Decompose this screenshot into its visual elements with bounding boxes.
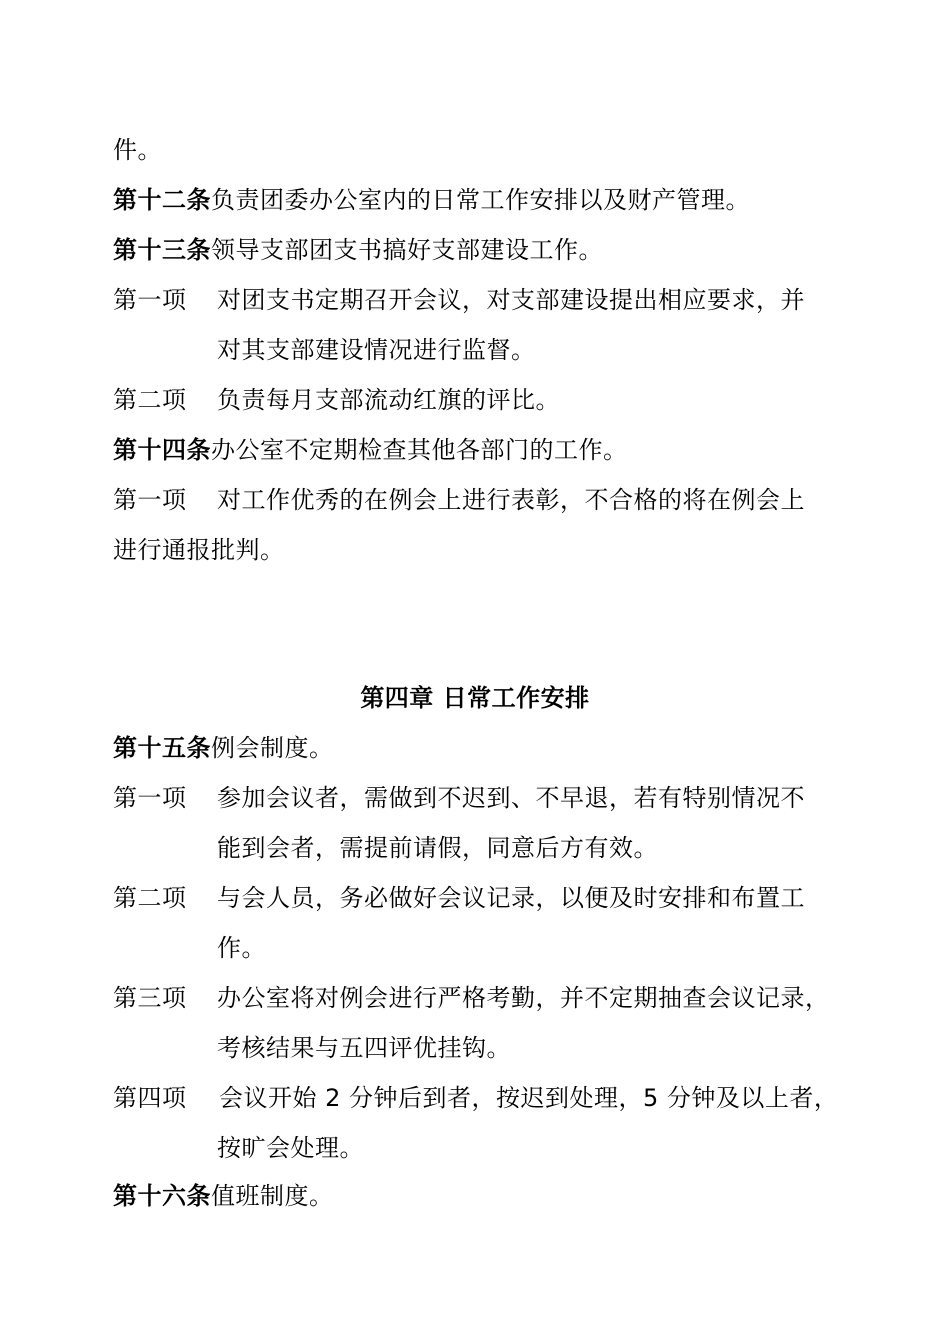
article-heading: 第十二条 [113,186,211,214]
article-heading: 第十五条 [113,734,211,762]
item-text: 会议开始 2 分钟后到者，按迟到处理，5 分钟及以上者， [219,1084,839,1112]
item-text: 办公室将对例会进行严格考勤，并不定期抽查会议记录， [217,984,830,1012]
article-text: 例会制度。 [211,734,334,762]
item-text-continued: 能到会者，需提前请假，同意后方有效。 [217,834,658,862]
item-label: 第三项 [113,984,187,1012]
item-label: 第一项 [113,286,187,314]
item-text: 对工作优秀的在例会上进行表彰，不合格的将在例会上 [217,486,805,514]
article-12 [113,184,750,216]
article-text: 值班制度。 [211,1182,334,1210]
article-text: 负责团委办公室内的日常工作安排以及财产管理。 [211,186,750,214]
item-text-continued: 进行通报批判。 [113,536,285,564]
item-label: 第一项 [113,486,187,514]
item-text-continued: 按旷会处理。 [217,1134,364,1162]
item-text-continued: 作。 [217,934,266,962]
continued-text [113,134,162,166]
item-label: 第四项 [113,1084,187,1112]
article-heading: 第十三条 [113,236,211,264]
item-text: 负责每月支部流动红旗的评比。 [217,386,560,414]
item-text-continued: 考核结果与五四评优挂钩。 [217,1034,511,1062]
article-heading: 第十四条 [113,436,211,464]
article-16 [113,1180,334,1212]
item-text: 与会人员，务必做好会议记录，以便及时安排和布置工 [217,884,805,912]
item-text-continued: 对其支部建设情况进行监督。 [217,336,536,364]
article-14 [113,434,628,466]
item-label: 第二项 [113,386,187,414]
article-13 [113,234,603,266]
item-text: 参加会议者，需做到不迟到、不早退，若有特别情况不 [217,784,805,812]
paragraph-text: 件。 [113,136,162,164]
item-text: 对团支书定期召开会议，对支部建设提出相应要求，并 [217,286,805,314]
article-15 [113,732,334,764]
article-text: 领导支部团支书搞好支部建设工作。 [211,236,603,264]
item-label: 第二项 [113,884,187,912]
article-text: 办公室不定期检查其他各部门的工作。 [211,436,628,464]
item-label: 第一项 [113,784,187,812]
chapter-title: 第四章 日常工作安排 [360,684,590,712]
article-heading: 第十六条 [113,1182,211,1210]
